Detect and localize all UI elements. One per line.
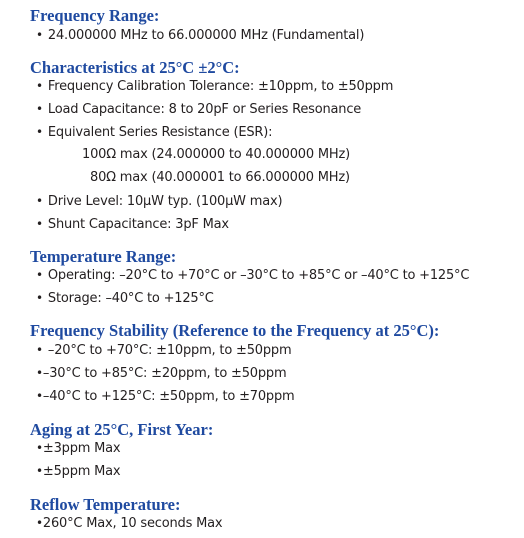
list-item-text: Storage: –40°C to +125°C	[47, 291, 214, 306]
bullet-icon: •	[36, 366, 43, 380]
bullet-icon: •	[36, 125, 43, 139]
list-item	[36, 266, 469, 285]
bullet-icon: •	[36, 268, 43, 282]
list-item-text: 260°C Max, 10 seconds Max	[42, 516, 223, 531]
section-heading-reflow-temperature: Reflow Temperature:	[30, 495, 181, 514]
list-item	[36, 462, 120, 481]
bullet-icon: •	[36, 343, 43, 357]
list-item-text: Operating: –20°C to +70°C or –30°C to +85°C or –40°C to +125°C	[47, 268, 470, 283]
list-item	[36, 215, 229, 234]
list-item	[36, 341, 291, 360]
section-heading-frequency-range: Frequency Range:	[30, 6, 160, 25]
list-item	[36, 123, 272, 142]
list-item-text: Frequency Calibration Tolerance: ±10ppm, to ±50ppm	[47, 79, 394, 94]
list-item	[36, 289, 214, 308]
list-item-text: –40°C to +125°C: ±50ppm, to ±70ppm	[42, 389, 295, 404]
section-heading-aging: Aging at 25°C, First Year:	[30, 420, 214, 439]
list-item	[36, 439, 120, 458]
list-item-text: ±5ppm Max	[42, 464, 121, 479]
bullet-icon: •	[36, 28, 43, 42]
list-item-text: –30°C to +85°C: ±20ppm, to ±50ppm	[42, 366, 287, 381]
list-item-text: Load Capacitance: 8 to 20pF or Series Resonance	[47, 102, 362, 117]
list-item-text: Equivalent Series Resistance (ESR):	[47, 125, 273, 140]
list-item	[36, 192, 282, 211]
list-item	[36, 100, 361, 119]
bullet-icon: •	[36, 194, 43, 208]
section-heading-frequency-stability: Frequency Stability (Reference to the Frequency at 25°C):	[30, 321, 440, 340]
bullet-icon: •	[36, 102, 43, 116]
list-item-text: 24.000000 MHz to 66.000000 MHz (Fundamental)	[47, 28, 365, 43]
list-item	[36, 77, 393, 96]
bullet-icon: •	[36, 79, 43, 93]
bullet-icon: •	[36, 464, 43, 478]
section-heading-temperature-range: Temperature Range:	[30, 247, 177, 266]
section-heading-characteristics: Characteristics at 25°C ±2°C:	[30, 58, 240, 77]
bullet-icon: •	[36, 516, 43, 530]
list-item-text: Shunt Capacitance: 3pF Max	[47, 217, 229, 232]
list-item	[36, 387, 294, 406]
list-item-text: Drive Level: 10μW typ. (100μW max)	[47, 194, 283, 209]
bullet-icon: •	[36, 441, 43, 455]
bullet-icon: •	[36, 389, 43, 403]
list-item-text: ±3ppm Max	[42, 441, 121, 456]
sub-item-text: 100Ω max (24.000000 to 40.000000 MHz)	[82, 147, 350, 162]
list-item	[36, 26, 364, 45]
sub-item-text: 80Ω max (40.000001 to 66.000000 MHz)	[90, 170, 350, 185]
sub-item	[82, 146, 350, 164]
bullet-icon: •	[36, 291, 43, 305]
list-item-text: –20°C to +70°C: ±10ppm, to ±50ppm	[47, 343, 292, 358]
list-item	[36, 514, 222, 533]
sub-item	[90, 169, 350, 187]
list-item	[36, 364, 286, 383]
bullet-icon: •	[36, 217, 43, 231]
